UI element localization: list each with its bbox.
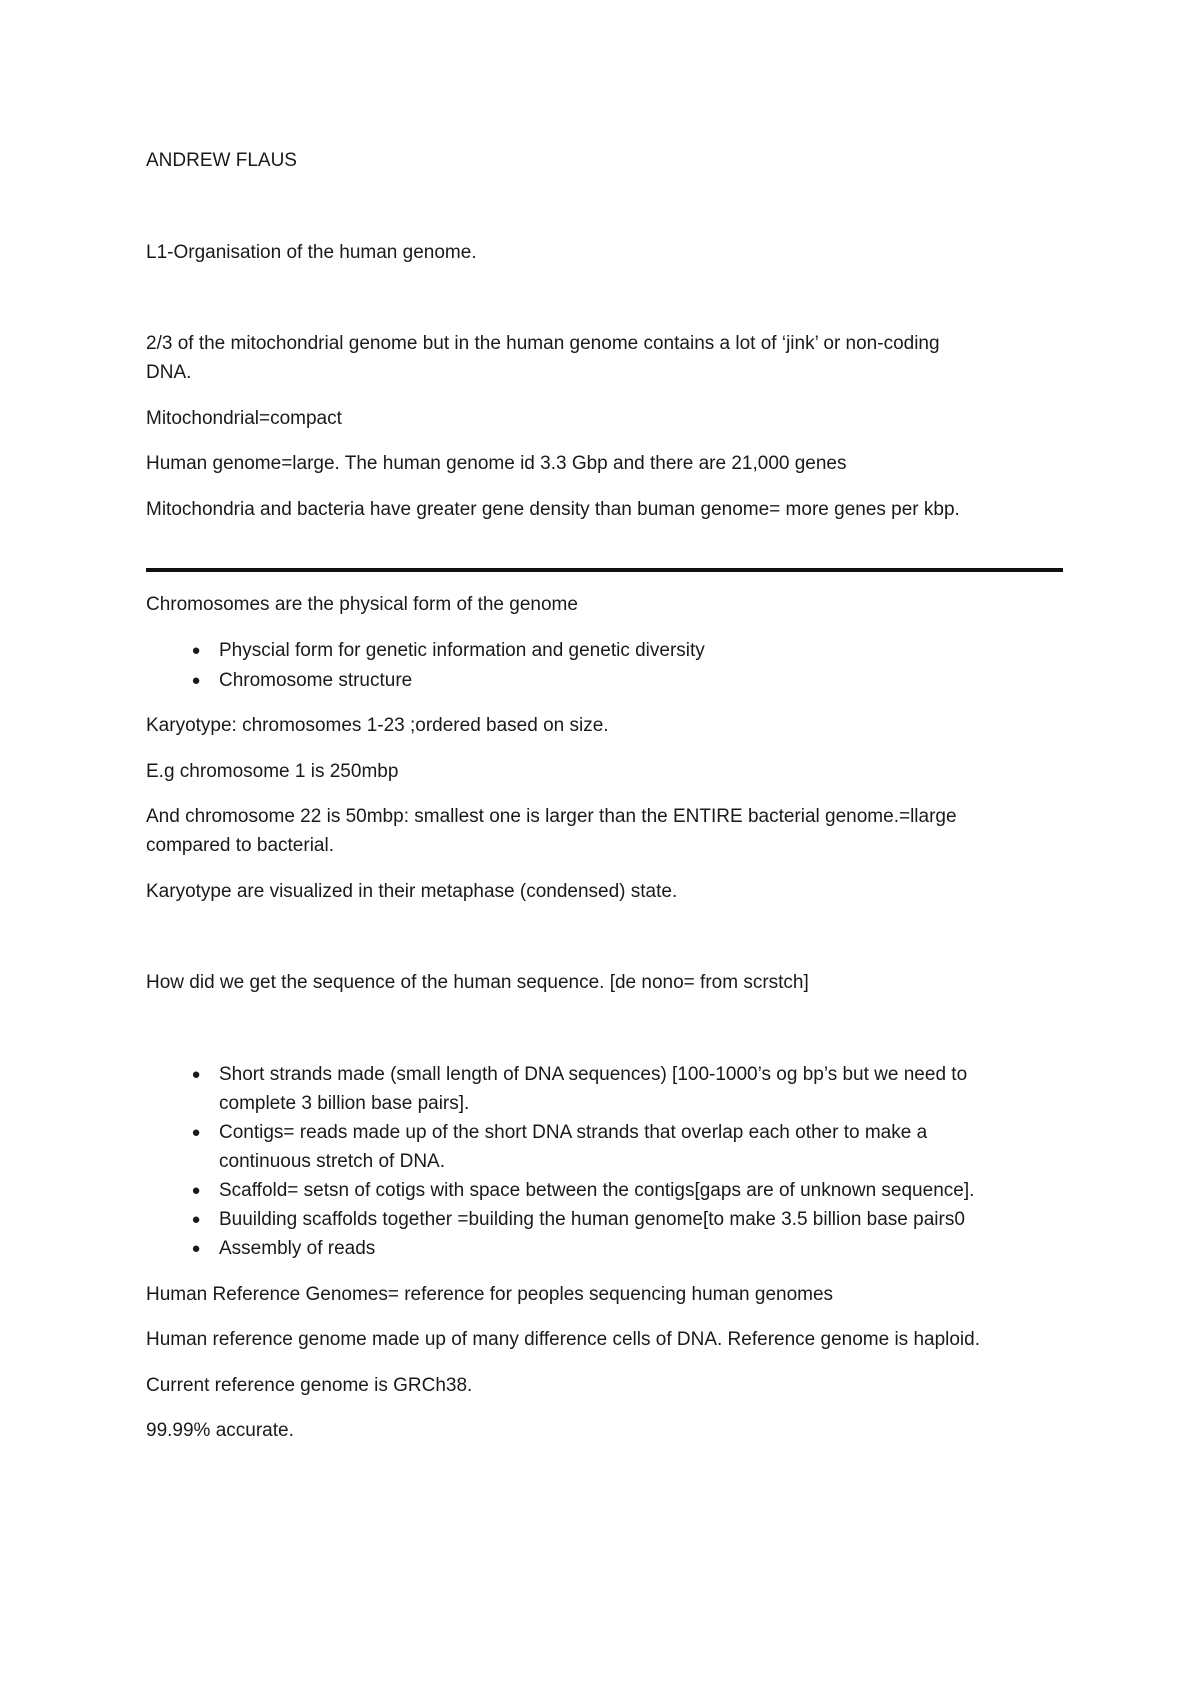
list-item-text: Chromosome structure bbox=[219, 670, 413, 691]
list-item-text: complete 3 billion base pairs]. bbox=[219, 1093, 470, 1114]
sequencing-question: How did we get the sequence of the human sequence. [de nono= from scrstch] bbox=[146, 972, 809, 993]
bullet-icon: ● bbox=[191, 1240, 201, 1257]
list-item-text: Short strands made (small length of DNA sequences) [100-1000’s og bp’s but we need to bbox=[219, 1064, 968, 1085]
metaphase-line: Karyotype are visualized in their metaphase (condensed) state. bbox=[146, 881, 678, 902]
reference-genome-definition: Human Reference Genomes= reference for peoples sequencing human genomes bbox=[146, 1284, 834, 1305]
accuracy-line: 99.99% accurate. bbox=[146, 1420, 294, 1441]
intro-line-2: DNA. bbox=[146, 362, 192, 383]
list-item-text: Buuilding scaffolds together =building the human genome[to make 3.5 billion base pairs0 bbox=[219, 1209, 965, 1230]
bullet-icon: ● bbox=[191, 1066, 201, 1083]
gene-density-line: Mitochondria and bacteria have greater gene density than buman genome= more genes per kbp. bbox=[146, 499, 960, 520]
author-name: ANDREW FLAUS bbox=[146, 150, 297, 171]
current-reference-line: Current reference genome is GRCh38. bbox=[146, 1375, 473, 1396]
list-item-text: Assembly of reads bbox=[219, 1238, 376, 1259]
chromosomes-heading: Chromosomes are the physical form of the genome bbox=[146, 594, 578, 615]
bullet-icon: ● bbox=[191, 642, 201, 659]
chromosome-22-line-2: compared to bacterial. bbox=[146, 835, 334, 856]
bullet-icon: ● bbox=[191, 1211, 201, 1228]
list-item-text: Scaffold= setsn of cotigs with space between the contigs[gaps are of unknown sequence]. bbox=[219, 1180, 975, 1201]
horizontal-divider bbox=[146, 568, 1063, 572]
bullet-icon: ● bbox=[191, 1124, 201, 1141]
human-genome-line: Human genome=large. The human genome id 3.3 Gbp and there are 21,000 genes bbox=[146, 453, 847, 474]
bullet-icon: ● bbox=[191, 1182, 201, 1199]
list-item-text: continuous stretch of DNA. bbox=[219, 1151, 445, 1172]
chromosome-1-line: E.g chromosome 1 is 250mbp bbox=[146, 761, 399, 782]
mito-compact-line: Mitochondrial=compact bbox=[146, 408, 342, 429]
karyotype-line: Karyotype: chromosomes 1-23 ;ordered based on size. bbox=[146, 715, 609, 736]
list-item-text: Physcial form for genetic information and genetic diversity bbox=[219, 640, 705, 661]
list-item-text: Contigs= reads made up of the short DNA strands that overlap each other to make a bbox=[219, 1122, 928, 1143]
intro-line-1: 2/3 of the mitochondrial genome but in the human genome contains a lot of ‘jink’ or non-coding bbox=[146, 333, 940, 354]
lecture-title: L1-Organisation of the human genome. bbox=[146, 242, 477, 263]
bullet-icon: ● bbox=[191, 672, 201, 689]
reference-genome-cells: Human reference genome made up of many difference cells of DNA. Reference genome is haploid. bbox=[146, 1329, 980, 1350]
chromosome-22-line-1: And chromosome 22 is 50mbp: smallest one is larger than the ENTIRE bacterial genome.=llarge bbox=[146, 806, 957, 827]
